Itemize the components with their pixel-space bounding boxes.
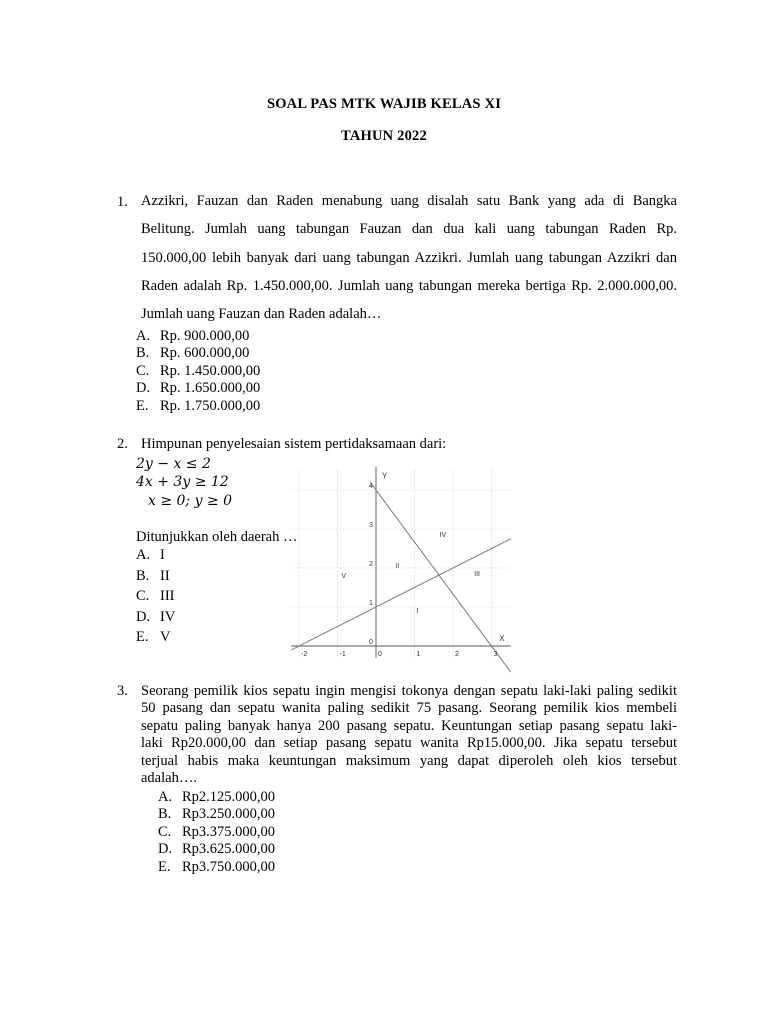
option-letter: E. <box>136 629 149 645</box>
option-letter: E. <box>136 397 149 414</box>
option-letter: B. <box>136 567 150 584</box>
q2-options <box>136 545 175 648</box>
option-text: Rp. 1.650.000,00 <box>160 380 261 397</box>
q3-line: laki Rp20.000,00 dan setiap pasang sepatu wanita Rp15.000,00. Jika sepatu tersebut <box>141 735 677 752</box>
option-text: Rp2.125.000,00 <box>182 789 276 805</box>
x-tick-label: 1 <box>416 651 421 658</box>
q3-line: terjual habis maka keuntungan maksimum yang dapat diperoleh oleh kios tersebut <box>141 752 677 769</box>
q2-option-c[interactable] <box>136 586 175 607</box>
q3-option-a[interactable] <box>158 789 275 806</box>
q1-line: Jumlah uang Fauzan dan Raden adalah… <box>141 306 382 323</box>
q1-option-a[interactable] <box>136 328 260 345</box>
graph-grid <box>291 471 510 658</box>
option-letter: A. <box>136 547 151 563</box>
q3-line: Seorang pemilik kios sepatu ingin mengisi tokonya dengan sepatu laki-laki paling sedikit <box>141 683 677 699</box>
option-letter: A. <box>136 328 151 344</box>
region-label: IV <box>439 531 447 539</box>
region-label: II <box>395 563 400 570</box>
page-title: SOAL PAS MTK WAJIB KELAS XI <box>266 96 502 112</box>
q1-option-b[interactable] <box>136 345 260 362</box>
option-text: II <box>160 567 170 584</box>
q2-option-a[interactable] <box>136 545 175 566</box>
q3-option-d[interactable] <box>158 841 275 858</box>
option-letter: B. <box>136 345 150 362</box>
q1-line: Azzikri, Fauzan dan Raden menabung uang disalah satu Bank yang ada di Bangka <box>141 193 677 209</box>
q3-text <box>141 683 677 787</box>
option-text: IV <box>160 608 176 625</box>
option-letter: A. <box>158 789 173 805</box>
inequality-1: 2y − x ≤ 2 <box>136 456 211 472</box>
q1-line: Belitung. Jumlah uang tabungan Fauzan dan dua kali uang tabungan Raden Rp. <box>141 221 677 238</box>
option-letter: E. <box>158 858 171 875</box>
option-letter: B. <box>158 806 172 823</box>
q1-text <box>141 187 677 328</box>
option-text: I <box>160 547 165 563</box>
region-label: V <box>341 572 347 580</box>
option-text: Rp. 1.750.000,00 <box>160 397 261 414</box>
q3-line: 50 pasang dan sepatu wanita paling sedikit 75 pasang. Seorang pemilik kios membeli <box>141 700 677 717</box>
option-text: Rp3.250.000,00 <box>182 806 276 823</box>
option-letter: C. <box>136 588 150 604</box>
q3-options <box>158 789 275 876</box>
option-text: Rp3.375.000,00 <box>182 823 276 840</box>
x-tick-label: -1 <box>339 651 346 658</box>
y-tick-label: 2 <box>369 561 373 568</box>
q1-line: 150.000,00 lebih banyak dari uang tabungan Azzikri. Jumlah uang tabungan Azzikri dan <box>141 249 677 266</box>
y-axis-label: Y <box>382 471 388 481</box>
option-text: Rp. 1.450.000,00 <box>160 362 261 379</box>
q3-line: sepatu paling banyak hanya 200 pasang sepatu. Keuntungan setiap pasang sepatu laki- <box>141 717 677 734</box>
option-text: Rp3.625.000,00 <box>182 841 276 858</box>
q3-option-b[interactable] <box>158 806 275 823</box>
x-tick-label: 2 <box>455 651 459 658</box>
q3-option-e[interactable] <box>158 859 275 876</box>
y-tick-label: 1 <box>369 600 373 607</box>
q3-line: adalah…. <box>141 769 197 786</box>
q2-option-d[interactable] <box>136 607 175 628</box>
option-letter: C. <box>136 362 150 379</box>
q2-option-b[interactable] <box>136 566 175 587</box>
option-letter: C. <box>158 823 172 840</box>
page-year: TAHUN 2022 <box>341 128 427 144</box>
option-letter: D. <box>136 380 151 397</box>
x-tick-label: 0 <box>378 651 382 658</box>
graph-axes <box>291 467 510 658</box>
inequality-graph <box>280 466 515 676</box>
q1-options <box>136 328 260 415</box>
region-label: III <box>474 570 481 578</box>
x-tick-label: -2 <box>301 651 308 658</box>
q2-prompt: Ditunjukkan oleh daerah … <box>136 529 298 545</box>
boundary-line <box>370 482 511 672</box>
q1-number: 1. <box>117 194 128 210</box>
option-text: Rp. 900.000,00 <box>160 328 250 344</box>
x-axis-label: X <box>499 634 505 643</box>
region-label: I <box>416 607 419 615</box>
x-tick-label: 3 <box>493 651 498 658</box>
option-text: III <box>160 588 175 604</box>
option-text: Rp. 600.000,00 <box>160 345 250 362</box>
q2-option-e[interactable] <box>136 627 175 648</box>
q1-option-e[interactable] <box>136 398 260 415</box>
option-letter: D. <box>158 841 173 858</box>
q3-number: 3. <box>117 683 128 699</box>
q3-option-c[interactable] <box>158 824 275 841</box>
q2-number: 2. <box>117 436 128 452</box>
option-letter: D. <box>136 608 151 625</box>
q1-line: Raden adalah Rp. 1.450.000,00. Jumlah uang tabungan mereka bertiga Rp. 2.000.000,00. <box>141 277 677 294</box>
y-tick-label: 4 <box>369 483 373 490</box>
option-text: V <box>160 629 171 645</box>
inequality-3: x ≥ 0; y ≥ 0 <box>148 493 233 509</box>
boundary-line <box>291 539 510 650</box>
q1-option-d[interactable] <box>136 380 260 397</box>
option-text: Rp3.750.000,00 <box>182 858 276 875</box>
origin-label-y: 0 <box>369 639 373 646</box>
q2-intro: Himpunan penyelesaian sistem pertidaksamaan dari: <box>141 436 447 452</box>
y-tick-label: 3 <box>369 522 373 529</box>
q1-option-c[interactable] <box>136 363 260 380</box>
inequality-2: 4x + 3y ≥ 12 <box>136 474 229 490</box>
